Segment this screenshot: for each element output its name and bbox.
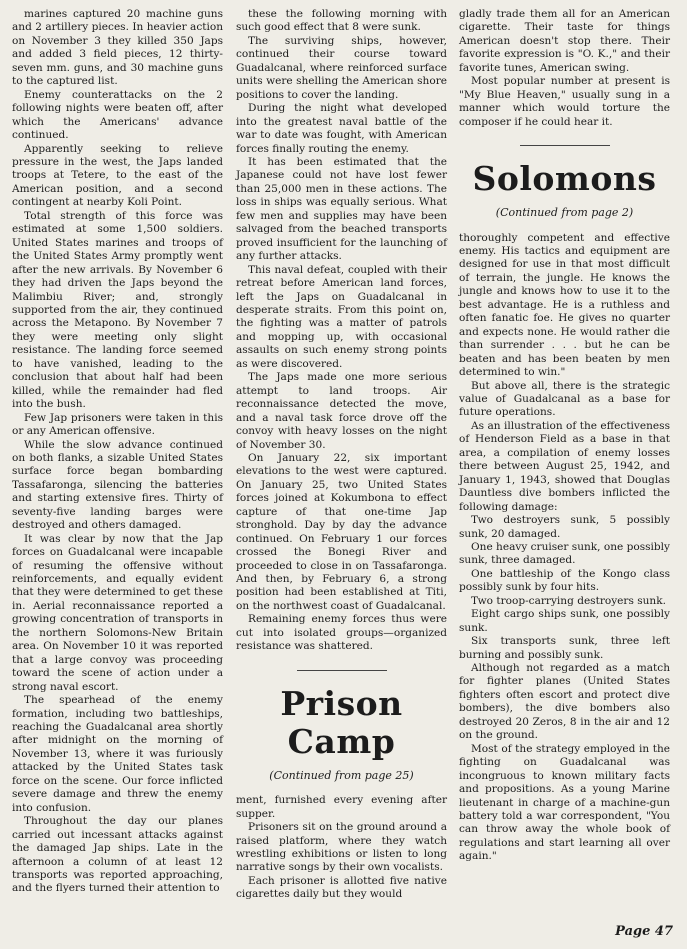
paragraph: Prisoners sit on the ground around a raised platform, where they watch wrestling exhibitions or listen to long narrative songs by their own vocalists. bbox=[236, 821, 447, 874]
paragraph: Eight cargo ships sunk, one possibly sunk. bbox=[459, 608, 670, 634]
paragraph: Each prisoner is allotted five native cigarettes daily but they would bbox=[236, 874, 447, 901]
paragraph: One heavy cruiser sunk, one possibly sunk, three damaged. bbox=[459, 540, 671, 567]
paragraph: Six transports sunk, three left burning and possibly sunk. bbox=[459, 635, 670, 661]
paragraph: thoroughly competent and effective enemy. His tactics and equipment are designed for use in that most difficult of terrain, the jungle. He knows the jungle and knows how to use it to the best advantage. He is a ruthless and often fanatic foe. He gives no quarter and expects none. He would rather die than surrender . . . but he can be beaten and has been beaten by men determined to win." bbox=[459, 231, 670, 379]
column-1 bbox=[12, 8, 223, 896]
paragraph: The Japs made one more serious attempt to land troops. Air reconnaissance detected the move, and a naval task force drove off the convoy with heavy losses on the night of November 30. bbox=[236, 371, 447, 451]
paragraph: Few Jap prisoners were taken in this or any American offensive. bbox=[12, 411, 223, 438]
column-3 bbox=[459, 8, 670, 864]
paragraph: Two troop-carrying destroyers sunk. bbox=[471, 594, 666, 607]
paragraph: Two destroyers sunk, 5 possibly sunk, 20 damaged. bbox=[459, 514, 670, 540]
paragraph: It has been estimated that the Japanese could not have lost fewer than 25,000 men in these actions. The loss in ships was equally serious. What few men and supplies may have been salvaged from the beached transports proved insufficient for the launching of any further attacks. bbox=[236, 155, 447, 263]
paragraph: Total strength of this force was estimated at some 1,500 soldiers. United States marines and troops of the United States Army promptly went after the new arrivals. By November 6 they had driven the Japs beyond the Malimbiu River; and, strongly supported from the air, they continued across the Metapono. By November 7 they were meeting only slight resistance. The landing force seemed to have vanished, leading to the conclusion that about half had been killed, while the remainder had fled into the bush. bbox=[12, 209, 223, 411]
paragraph: Most popular number at present is "My Blue Heaven," usually sung in a manner which would torture the composer if he could hear it. bbox=[459, 75, 670, 128]
solomons-heading: Solomons bbox=[472, 159, 657, 199]
paragraph: This naval defeat, coupled with their retreat before American land forces, left the Japs on Guadalcanal in desperate straits. From this point on, the fighting was a matter of patrols and mopping up, with occasional assaults on such enemy strong points as were discovered. bbox=[236, 263, 447, 370]
page-number: Page 47 bbox=[615, 924, 673, 939]
paragraph: Although not regarded as a match for fighter planes (United States fighters often escort and protect dive bombers), the dive bombers also destroyed 20 Zeros, 8 in the air and 12 on the ground. bbox=[459, 662, 670, 742]
paragraph: these the following morning with such good effect that 8 were sunk. bbox=[236, 8, 447, 34]
paragraph: But above all, there is the strategic value of Guadalcanal as a base for future operations. bbox=[459, 379, 670, 419]
paragraph: gladly trade them all for an American cigarette. Their taste for things American doesn't stop there. Their favorite expression is "O. K.," and their favorite tunes, American swing. bbox=[459, 8, 670, 74]
paragraph: Enemy counterattacks on the 2 following nights were beaten off, after which the Americans' advance continued. bbox=[12, 88, 223, 142]
section-divider bbox=[297, 670, 387, 671]
paragraph: One battleship of the Kongo class possibly sunk by four hits. bbox=[459, 567, 670, 594]
paragraph: The spearhead of the enemy formation, including two battleships, reaching the Guadalcanal area shortly after midnight on the morning of November 13, where it was furiously attacked by the United States task force on the scene. Our force inflicted severe damage and threw the enemy into confusion. bbox=[12, 694, 223, 814]
paragraph: Apparently seeking to relieve pressure in the west, the Japs landed troops at Tetere, to the east of the American position, and a second contingent at nearby Koli Point. bbox=[12, 142, 223, 209]
paragraph: While the slow advance continued on both flanks, a sizable United States surface force began bombarding Tassafaronga, silencing the batteries and starting extensive fires. Thirty of seventy-five landing barges were destroyed and others damaged. bbox=[12, 438, 223, 532]
paragraph: It was clear by now that the Jap forces on Guadalcanal were incapable of resuming the offensive without reinforcements, and equally evident that they were determined to get these in. Aerial reconnaissance reported a growing concentration of transports in the northern Solomons-New Britain area. On November 10 it was reported that a large convoy was proceeding toward the scene of action under a strong naval escort. bbox=[12, 532, 223, 693]
paragraph: ment, furnished every evening after supper. bbox=[236, 794, 447, 820]
paragraph: On January 22, six important elevations to the west were captured. On January 25, two United States forces joined at Kokumbona to effect capture of that one-time Jap stronghold. Day by day the advance continued. On February 1 our forces crossed the Bonegi River and proceeded to close in on Tassafaronga. And then, by February 6, a strong position had been established at Titi, on the northwest coast of Guadalcanal. bbox=[236, 451, 447, 612]
paragraph: Throughout the day our planes carried out incessant attacks against the damaged Jap ships. Late in the afternoon a column of at least 12 transports was reported approaching, and the flyers turned their attention to bbox=[12, 815, 223, 895]
section-divider bbox=[520, 145, 610, 146]
paragraph: During the night what developed into the greatest naval battle of the war to date was fought, with American forces finally routing the enemy. bbox=[236, 102, 447, 155]
paragraph: Remaining enemy forces thus were cut into isolated groups—organized resistance was shattered. bbox=[236, 613, 447, 653]
continued-from-note: (Continued from page 25) bbox=[269, 768, 414, 782]
paragraph: Most of the strategy employed in the fighting on Guadalcanal was incongruous to known military facts and propositions. As a young Marine lieutenant in charge of a machine-gun battery told a war correspondent, "You can throw away the whole book of regulations and start learning all over again." bbox=[459, 742, 670, 863]
paragraph: The surviving ships, however, continued their course toward Guadalcanal, where reinforced surface units were shelling the American shore positions to cover the landing. bbox=[236, 34, 447, 101]
paragraph: As an illustration of the effectiveness of Henderson Field as a base in that area, a compilation of enemy losses there between August 25, 1942, and January 1, 1943, showed that Douglas Dauntless dive bombers inflicted the following damage: bbox=[459, 419, 670, 513]
column-2 bbox=[236, 8, 447, 902]
prison-camp-heading: Prison Camp bbox=[280, 683, 403, 761]
continued-from-note: (Continued from page 2) bbox=[495, 206, 634, 220]
paragraph: marines captured 20 machine guns and 2 artillery pieces. In heavier action on November 3 they killed 350 Japs and added 3 field pieces, 12 thirty-seven mm. guns, and 30 machine guns to the captured list. bbox=[12, 8, 223, 88]
